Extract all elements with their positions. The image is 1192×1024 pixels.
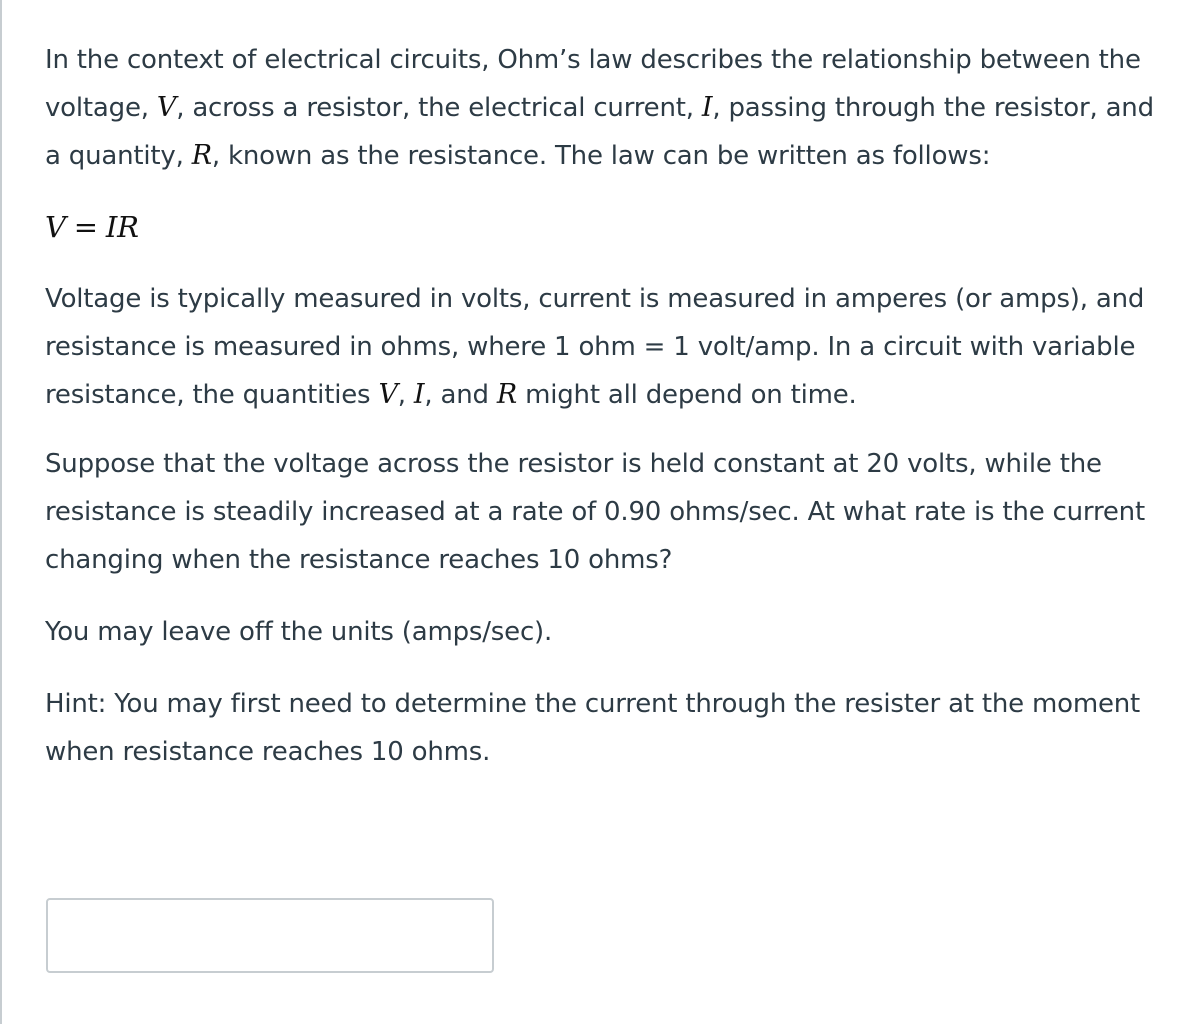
math-voltage: V xyxy=(378,379,398,410)
equation-rhs: IR xyxy=(105,210,139,244)
text-segment: , and xyxy=(424,380,497,410)
math-current: I xyxy=(413,379,425,410)
text-segment: , across a resistor, the electrical current, xyxy=(176,93,702,123)
intro-paragraph xyxy=(45,36,1175,180)
math-voltage: V xyxy=(156,92,177,123)
math-resistance: R xyxy=(496,379,518,410)
units-paragraph xyxy=(45,275,1175,419)
units-note: You may leave off the units (amps/sec). xyxy=(45,617,553,647)
text-segment: Voltage is typically measured in volts, current is measured in amperes (or amps), and resistance is measured in ohms, where 1 ohm = 1 volt/amp. In a circuit with variable resistance, the quantities xyxy=(45,284,1145,410)
text-segment: In the context of electrical circuits, Ohm’s law describes the relationship between the voltage, xyxy=(45,45,1141,123)
equation-lhs: V xyxy=(45,210,66,244)
text-segment: , xyxy=(397,380,414,410)
math-resistance: R xyxy=(191,140,212,171)
equation-operator: = xyxy=(73,210,98,244)
answer-input[interactable] xyxy=(46,898,494,973)
question-text xyxy=(45,36,1175,776)
ohms-law-equation xyxy=(45,203,1175,251)
text-segment: might all depend on time. xyxy=(517,380,857,410)
text-segment: , passing through the resistor, and a quantity, xyxy=(45,93,1154,171)
math-current: I xyxy=(701,92,713,123)
text-segment: , known as the resistance. The law can be written as follows: xyxy=(211,141,991,171)
problem-paragraph: Suppose that the voltage across the resistor is held constant at 20 volts, while the resistance is steadily increased at a rate of 0.90 ohms/sec. At what rate is the current changing when the resistance reaches 10 ohms? xyxy=(45,449,1145,575)
hint-paragraph: Hint: You may first need to determine the current through the resister at the moment when resistance reaches 10 ohms. xyxy=(45,689,1141,767)
